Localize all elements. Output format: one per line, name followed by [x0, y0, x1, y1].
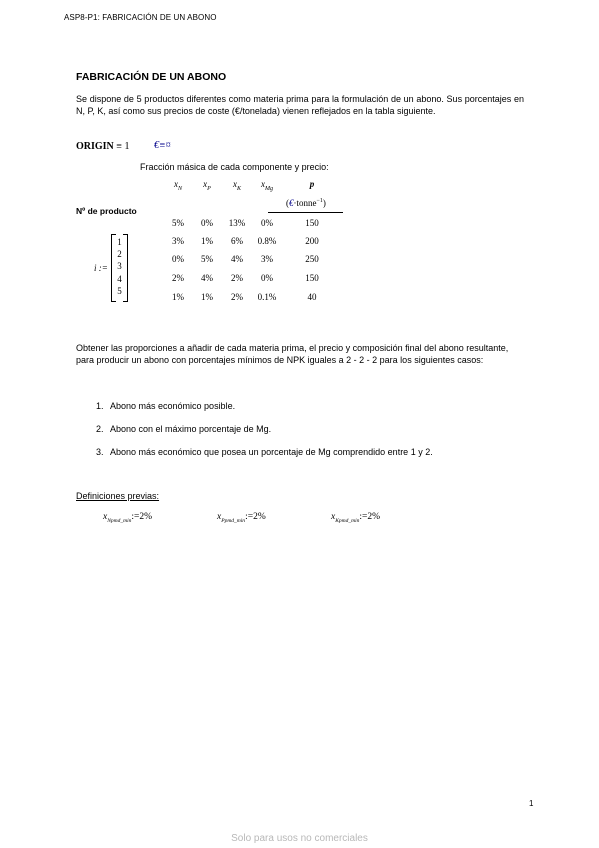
- table-cell: 2%: [231, 292, 243, 302]
- section-title: FABRICACIÓN DE UN ABONO: [76, 71, 227, 83]
- index-value: 3: [117, 261, 122, 271]
- definition-p-min: $x_{Ppmd\_min}:=2\%$: [217, 512, 266, 524]
- table-cell: 2%: [231, 273, 243, 283]
- table-cell: 3%: [261, 254, 273, 264]
- table-cell: 13%: [228, 218, 246, 228]
- page-header: ASP8-P1: FABRICACIÓN DE UN ABONO: [64, 13, 217, 22]
- column-header-xn: $x_N$: [173, 179, 182, 192]
- definition-n-min: $x_{Npmd\_min}:=2\%$: [103, 512, 153, 524]
- table-cell: 0%: [172, 254, 184, 264]
- table-cell: 1%: [201, 236, 213, 246]
- table-cell: 250: [305, 254, 319, 264]
- column-header-xk: $x_K$: [232, 179, 241, 192]
- table-cell: 4%: [201, 273, 213, 283]
- table-cell: 4%: [231, 254, 243, 264]
- intro-paragraph: Se dispone de 5 productos diferentes como materia prima para la formulación de un abono. Sus porcentajes en N, P, K, así como sus precios de coste (€/tonelada) vienen reflejados en la tabla siguiente.: [76, 94, 524, 116]
- price-unit: (€·tonne$^{-1}$): [286, 198, 326, 208]
- table-cell: 150: [305, 273, 319, 283]
- origin-value: 1: [124, 141, 130, 152]
- table-cell: 3%: [172, 236, 184, 246]
- table-cell: 0.8%: [257, 236, 277, 246]
- header-rule: [268, 212, 343, 213]
- table-cell: 1%: [172, 292, 184, 302]
- table-cell: 150: [305, 218, 319, 228]
- index-vector-right-bracket: [123, 234, 128, 302]
- index-value: 5: [117, 286, 122, 296]
- table-cell: 40: [307, 292, 317, 302]
- table-cell: 0%: [201, 218, 213, 228]
- watermark-footer: Solo para usos no comerciales: [231, 833, 368, 844]
- table-cell: 200: [305, 236, 319, 246]
- list-item: 2. Abono con el máximo porcentaje de Mg.: [96, 424, 272, 434]
- origin-keyword: ORIGIN: [76, 141, 114, 152]
- list-item: 3. Abono más económico que posea un porcentaje de Mg comprendido entre 1 y 2.: [96, 447, 433, 457]
- index-value: 4: [117, 274, 122, 284]
- index-value: 1: [117, 237, 122, 247]
- origin-operator: ≡: [116, 141, 122, 152]
- column-header-xmg: $x_{Mg}$: [261, 179, 273, 192]
- column-header-xp: $x_P$: [203, 179, 211, 192]
- product-number-label: Nº de producto: [76, 206, 137, 216]
- table-cell: 5%: [201, 254, 213, 264]
- euro-unit-definition: €≡¤: [154, 140, 171, 151]
- table-cell: 0%: [261, 218, 273, 228]
- index-value: 2: [117, 249, 122, 259]
- table-cell: 2%: [172, 273, 184, 283]
- table-cell: 6%: [231, 236, 243, 246]
- table-cell: 1%: [201, 292, 213, 302]
- page-number: 1: [529, 799, 534, 808]
- task-paragraph: Obtener las proporciones a añadir de cada materia prima, el precio y composición final del abono resultante, para producir un abono con porcentajes mínimos de NPK iguales a 2 - 2 - 2 para los siguientes casos:: [76, 343, 509, 365]
- definitions-heading: Definiciones previas:: [76, 491, 160, 501]
- table-cell: 5%: [172, 218, 184, 228]
- table-caption: Fracción másica de cada componente y precio:: [140, 162, 329, 172]
- index-variable-label: i :=: [94, 263, 108, 273]
- column-header-p: p: [309, 179, 315, 189]
- table-cell: 0.1%: [257, 292, 277, 302]
- origin-definition: [76, 141, 129, 152]
- definition-k-min: $x_{Kpmd\_min}:=2\%$: [331, 512, 381, 524]
- list-item: 1. Abono más económico posible.: [96, 401, 236, 411]
- table-cell: 0%: [261, 273, 273, 283]
